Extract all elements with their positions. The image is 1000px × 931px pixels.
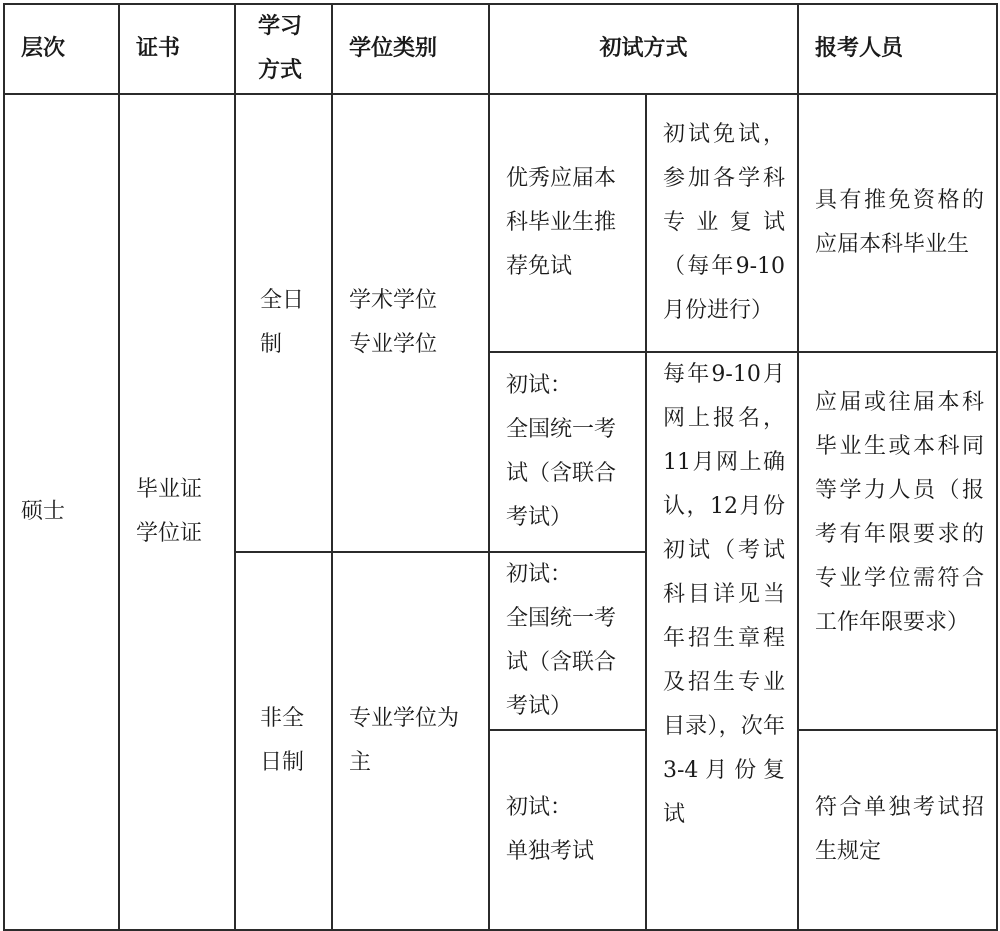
full-time-national-method-cell: 初试： 全国统一考 试（含联合 考试） <box>489 352 646 552</box>
certificate-cell: 毕业证 学位证 <box>119 94 235 930</box>
header-study-mode: 学习 方式 <box>235 4 332 94</box>
recommend-detail-cell: 初试免试，参加各学科专业复试（每年9-10月份进行） <box>646 94 798 352</box>
recommend-method-cell: 优秀应届本 科毕业生推 荐免试 <box>489 94 646 352</box>
recommend-applicants-cell: 具有推免资格的应届本科毕业生 <box>798 94 997 352</box>
header-certificate: 证书 <box>119 4 235 94</box>
level-cell: 硕士 <box>4 94 119 930</box>
header-level: 层次 <box>4 4 119 94</box>
full-time-mode-cell: 全日 制 <box>235 94 332 552</box>
header-row <box>4 4 997 94</box>
part-time-mode-cell: 非全 日制 <box>235 552 332 930</box>
admission-table <box>3 3 998 931</box>
exam-schedule-cell: 每年9-10月网上报名，11月网上确认，12月份初试（考试科目详见当年招生章程及招生专业目录），次年3-4月份复试 <box>646 352 798 930</box>
general-applicants-cell: 应届或往届本科毕业生或本科同等学力人员（报考有年限要求的专业学位需符合工作年限要求） <box>798 352 997 730</box>
part-time-national-method-cell: 初试： 全国统一考 试（含联合 考试） <box>489 552 646 730</box>
full-time-degree-cell: 学术学位 专业学位 <box>332 94 489 552</box>
header-applicants: 报考人员 <box>798 4 997 94</box>
single-method-cell: 初试： 单独考试 <box>489 730 646 930</box>
header-degree-type: 学位类别 <box>332 4 489 94</box>
table-row <box>4 94 997 352</box>
part-time-degree-cell: 专业学位为 主 <box>332 552 489 930</box>
single-applicants-cell: 符合单独考试招生规定 <box>798 730 997 930</box>
header-exam-method: 初试方式 <box>489 4 798 94</box>
